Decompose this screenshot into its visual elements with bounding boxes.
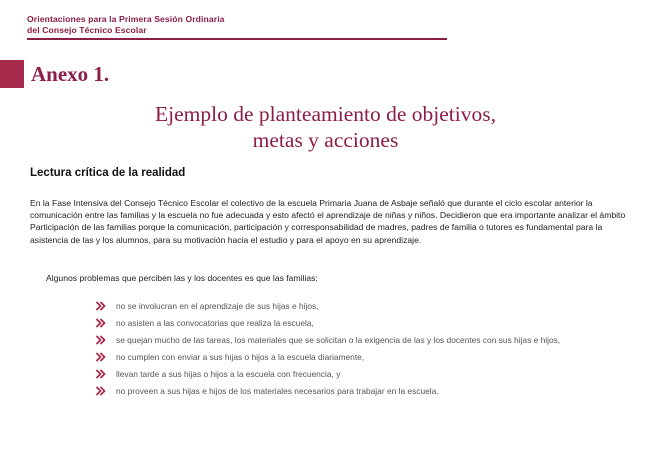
list-item-text: se quejan mucho de las tareas, los materiales que se solicitan o la exigencia de las y los docentes con sus hijas e hijos, [116,335,561,345]
double-chevron-right-icon [96,318,106,328]
list-item-text: no se involucran en el aprendizaje de sus hijas e hijos, [116,301,319,311]
document-header [27,14,447,36]
section-heading: Lectura crítica de la realidad [30,167,186,179]
annex-title: Anexo 1. [31,62,110,86]
main-title-line-2: metas y acciones [252,128,399,152]
double-chevron-right-icon [96,352,106,362]
header-title-line-1: Orientaciones para la Primera Sesión Ordinaria [27,14,225,24]
problems-list [96,300,636,402]
double-chevron-right-icon [96,301,106,311]
header-divider [27,38,447,40]
list-item-text: no proveen a sus hijas e hijos de los materiales necesarios para trabajar en la escuela. [116,386,439,396]
list-item-text: no asisten a las convocatorias que realiza la escuela, [116,318,314,328]
list-item-text: llevan tarde a sus hijas o hijos a la escuela con frecuencia, y [116,369,341,379]
annex-marker-block [0,60,24,88]
double-chevron-right-icon [96,369,106,379]
main-title-line-1: Ejemplo de planteamiento de objetivos, [155,102,496,126]
list-item [96,334,636,346]
list-item [96,317,636,329]
problems-intro: Algunos problemas que perciben las y los docentes es que las familias: [46,273,318,283]
list-item-text: no cumplen con enviar a sus hijas o hijos a la escuela diariamente, [116,352,365,362]
body-paragraph: En la Fase Intensiva del Consejo Técnico Escolar el colectivo de la escuela Primaria Juana de Asbaje señaló que durante el ciclo escolar anterior la comunicación entre las familias y la escuela no fue adecuada y esto afectó el aprendizaje de niñas y niños. Decidieron que era importante analizar el ámbito Participación de las familias porque la comunicación, participación y corresponsabilidad de madres, padres de familia o tutores es fundamental para la asistencia de las y los alumnos, para su motivación hacia el estudio y para el apoyo en su aprendizaje. [30,198,626,245]
main-title [0,101,651,153]
list-item [96,351,636,363]
header-title-line-2: del Consejo Técnico Escolar [27,25,147,35]
list-item [96,300,636,312]
list-item [96,368,636,380]
double-chevron-right-icon [96,335,106,345]
double-chevron-right-icon [96,386,106,396]
list-item [96,385,636,397]
